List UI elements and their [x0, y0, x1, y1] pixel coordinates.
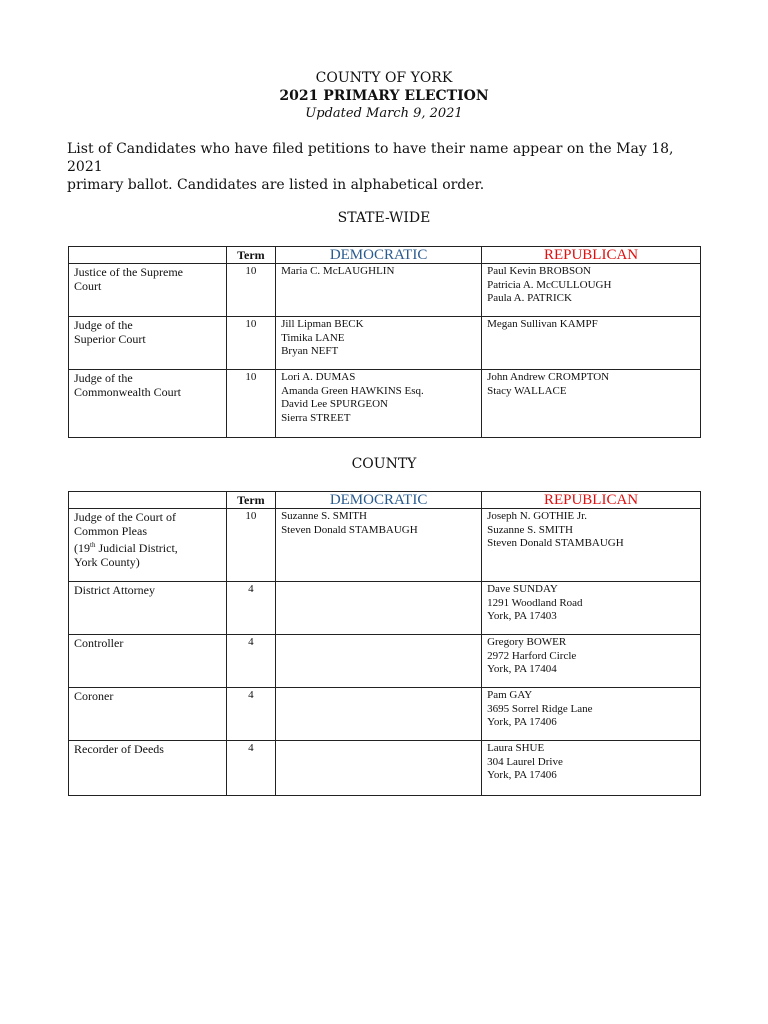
term-cell — [226, 582, 275, 635]
intro-line-2: primary ballot. Candidates are listed in alphabetical order. — [67, 177, 485, 193]
term-cell — [226, 635, 275, 688]
statewide-table — [68, 246, 701, 438]
democratic-candidate-line: Jill Lipman BECK — [281, 318, 364, 330]
republican-candidates-cell — [482, 317, 701, 370]
republican-candidate-line: Patricia A. McCULLOUGH — [487, 278, 612, 291]
republican-candidate-line: Pam GAY — [487, 689, 533, 701]
table-row — [69, 317, 701, 370]
republican-candidates-cell — [482, 582, 701, 635]
county-table — [68, 491, 701, 796]
term-cell — [226, 317, 275, 370]
republican-header: REPUBLICAN — [482, 247, 701, 264]
democratic-candidates-cell — [276, 741, 482, 796]
term-value: 10 — [245, 371, 257, 383]
term-value: 10 — [245, 265, 257, 277]
document-updated-date: Updated March 9, 2021 — [305, 106, 463, 121]
office-cell — [69, 509, 227, 582]
republican-candidate-line: York, PA 17406 — [487, 769, 557, 781]
section-title-county: COUNTY — [351, 456, 417, 472]
office-name-line: Superior Court — [74, 332, 146, 346]
republican-candidates-cell — [482, 688, 701, 741]
office-name-line: Coroner — [74, 689, 114, 703]
democratic-candidates-cell — [276, 264, 482, 317]
republican-candidate-line: Gregory BOWER — [487, 636, 567, 648]
office-name-line: Commonwealth Court — [74, 385, 181, 399]
democratic-candidates-cell — [276, 582, 482, 635]
table-row — [69, 688, 701, 741]
table-row — [69, 635, 701, 688]
democratic-candidates-cell — [276, 688, 482, 741]
office-cell — [69, 688, 227, 741]
republican-candidates-cell — [482, 635, 701, 688]
intro-paragraph — [67, 140, 707, 194]
term-value: 4 — [248, 742, 254, 754]
democratic-candidates-cell — [276, 317, 482, 370]
term-value: 4 — [248, 689, 254, 701]
table-header-row — [69, 247, 701, 264]
office-name-line: (19th Judicial District, — [74, 541, 178, 555]
term-value: 10 — [245, 318, 257, 330]
table-row — [69, 741, 701, 796]
republican-candidates-cell — [482, 741, 701, 796]
democratic-candidate-line: Bryan NEFT — [281, 345, 339, 357]
intro-line-1: List of Candidates who have filed petitions to have their name appear on the May 18, 2021 — [67, 141, 674, 175]
term-header: Term — [226, 492, 275, 509]
office-cell — [69, 635, 227, 688]
democratic-candidate-line: Amanda Green HAWKINS Esq. — [281, 384, 424, 397]
table-row — [69, 264, 701, 317]
term-value: 10 — [245, 510, 257, 522]
table-header-row — [69, 492, 701, 509]
democratic-candidate-line: Sierra STREET — [281, 411, 351, 424]
term-header: Term — [226, 247, 275, 264]
republican-candidate-line: Paula A. PATRICK — [487, 292, 572, 304]
republican-candidates-cell — [482, 264, 701, 317]
table-row — [69, 370, 701, 438]
republican-header: REPUBLICAN — [482, 492, 701, 509]
democratic-candidate-line: Suzanne S. SMITH — [281, 510, 367, 522]
office-name-line: Judge of the — [74, 318, 133, 332]
republican-candidate-line: 2972 Harford Circle — [487, 649, 577, 662]
term-cell — [226, 509, 275, 582]
republican-candidate-line: York, PA 17406 — [487, 716, 557, 728]
office-cell — [69, 264, 227, 317]
document-title-county: COUNTY OF YORK — [315, 70, 453, 86]
republican-candidate-line: Suzanne S. SMITH — [487, 523, 573, 536]
document-title-election: 2021 PRIMARY ELECTION — [279, 88, 489, 104]
republican-candidate-line: 1291 Woodland Road — [487, 596, 583, 609]
term-value: 4 — [248, 636, 254, 648]
republican-candidate-line: Stacy WALLACE — [487, 384, 567, 397]
democratic-header: DEMOCRATIC — [276, 247, 482, 264]
term-cell — [226, 370, 275, 438]
term-cell — [226, 264, 275, 317]
office-name-line: Judge of the — [74, 371, 133, 385]
republican-candidates-cell — [482, 370, 701, 438]
democratic-candidates-cell — [276, 370, 482, 438]
republican-candidate-line: Megan Sullivan KAMPF — [487, 318, 598, 330]
office-name-line: Controller — [74, 636, 124, 650]
office-name-line: Justice of the Supreme — [74, 265, 183, 279]
republican-candidate-line: York, PA 17403 — [487, 610, 557, 622]
democratic-candidate-line: Steven Donald STAMBAUGH — [281, 523, 418, 536]
office-name-line: Common Pleas — [74, 524, 148, 538]
office-name-line: Recorder of Deeds — [74, 742, 164, 756]
democratic-candidate-line: Maria C. McLAUGHLIN — [281, 265, 395, 277]
office-name-line: York County) — [74, 555, 140, 569]
republican-candidate-line: John Andrew CROMPTON — [487, 371, 610, 383]
republican-candidate-line: Joseph N. GOTHIE Jr. — [487, 510, 587, 522]
office-name-line: Court — [74, 279, 102, 293]
office-cell — [69, 741, 227, 796]
democratic-candidates-cell — [276, 635, 482, 688]
office-cell — [69, 317, 227, 370]
term-cell — [226, 688, 275, 741]
office-name-line: Judge of the Court of — [74, 510, 176, 524]
democratic-candidates-cell — [276, 509, 482, 582]
republican-candidate-line: Paul Kevin BROBSON — [487, 265, 591, 277]
section-title-statewide: STATE-WIDE — [337, 210, 431, 226]
democratic-candidate-line: David Lee SPURGEON — [281, 398, 388, 410]
office-header — [69, 247, 227, 264]
democratic-candidate-line: Timika LANE — [281, 331, 345, 344]
statewide-rows — [69, 264, 701, 438]
office-cell — [69, 582, 227, 635]
republican-candidates-cell — [482, 509, 701, 582]
office-header — [69, 492, 227, 509]
republican-candidate-line: Laura SHUE — [487, 742, 545, 754]
office-cell — [69, 370, 227, 438]
table-row — [69, 582, 701, 635]
democratic-candidate-line: Lori A. DUMAS — [281, 371, 356, 383]
republican-candidate-line: 304 Laurel Drive — [487, 755, 563, 768]
republican-candidate-line: Dave SUNDAY — [487, 583, 558, 595]
table-row — [69, 509, 701, 582]
term-cell — [226, 741, 275, 796]
democratic-header: DEMOCRATIC — [276, 492, 482, 509]
republican-candidate-line: Steven Donald STAMBAUGH — [487, 537, 624, 549]
republican-candidate-line: York, PA 17404 — [487, 663, 557, 675]
county-rows — [69, 509, 701, 796]
republican-candidate-line: 3695 Sorrel Ridge Lane — [487, 702, 593, 715]
office-name-line: District Attorney — [74, 583, 155, 597]
term-value: 4 — [248, 583, 254, 595]
